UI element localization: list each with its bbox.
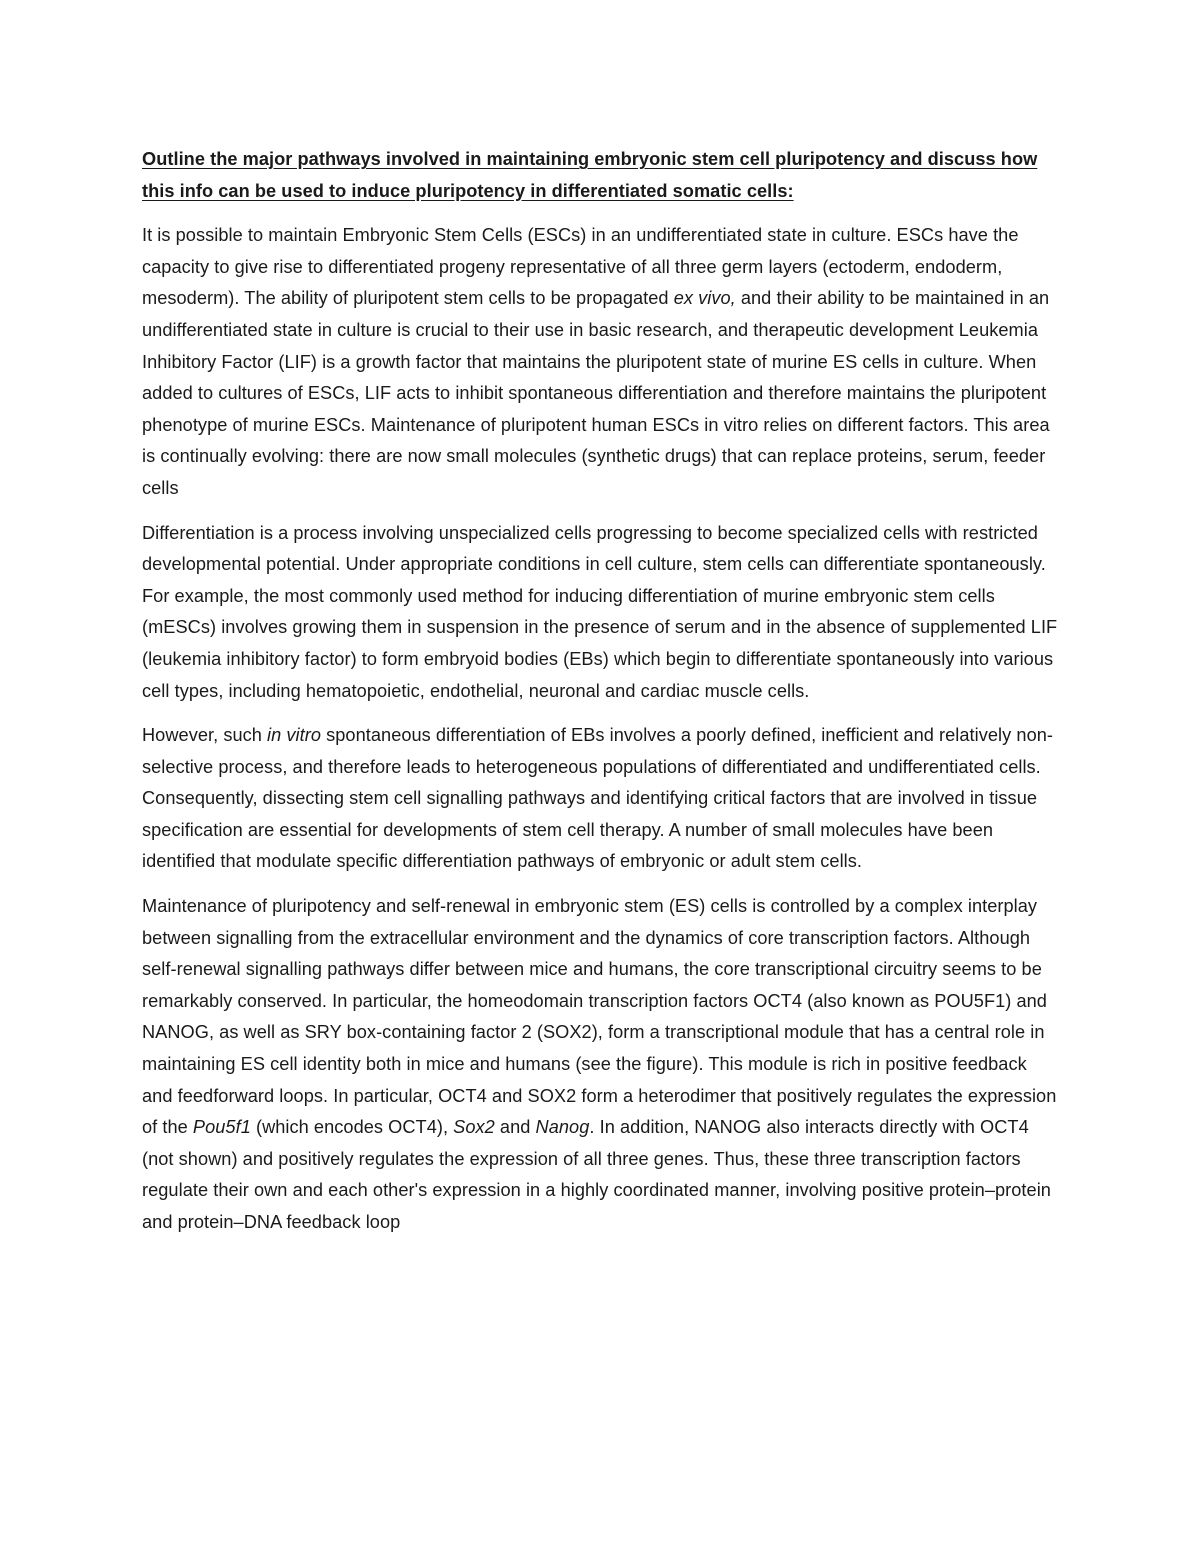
paragraph-text: . In addition, NANOG also interacts directly with OCT4 (not shown) and positively regulates the expression of all three genes. Thus, these three transcription factors regulate their own and each other's expression in a highly coordinated manner, involving positive protein–protein and protein–DNA feedback loop xyxy=(142,1117,1051,1232)
paragraph-text: It is possible to maintain Embryonic Stem Cells (ESCs) in an undifferentiated state in culture. ESCs have the capacity to give rise to differentiated progeny representative of all three germ layers (ectoderm, endoderm, mesoderm). The ability of pluripotent stem cells to be propagated xyxy=(142,225,1019,309)
paragraph-text: and their ability to be maintained in an undifferentiated state in culture is crucial to their use in basic research, and therapeutic development Leukemia Inhibitory Factor (LIF) is a growth factor that maintains the pluripotent state of murine ES cells in culture. When added to cultures of ESCs, LIF acts to inhibit spontaneous differentiation and therefore maintains the pluripotent phenotype of murine ESCs. Maintenance of pluripotent human ESCs in vitro relies on different factors. This area is continually evolving: there are now small molecules (synthetic drugs) that can replace proteins, serum, feeder cells xyxy=(142,288,1050,498)
italic-gene-pou5f1: Pou5f1 xyxy=(192,1117,251,1138)
italic-gene-nanog: Nanog xyxy=(535,1117,590,1138)
paragraph-text: and xyxy=(494,1117,536,1138)
document-body xyxy=(142,144,1062,1239)
paragraph-esc-maintenance xyxy=(142,220,1062,504)
paragraph-text: spontaneous differentiation of EBs involves a poorly defined, inefficient and relatively non-selective process, and therefore leads to heterogeneous populations of differentiated and undifferentiated cells. Consequently, dissecting stem cell signalling pathways and identifying critical factors that are involved in tissue specification are essential for developments of stem cell therapy. A number of small molecules have been identified that modulate specific differentiation pathways of embryonic or adult stem cells. xyxy=(142,725,1054,872)
paragraph-pluripotency-network xyxy=(142,891,1062,1239)
italic-term: in vitro xyxy=(267,725,322,746)
paragraph-differentiation: Differentiation is a process involving unspecialized cells progressing to become specialized cells with restricted developmental potential. Under appropriate conditions in cell culture, stem cells can differentiate spontaneously. For example, the most commonly used method for inducing differentiation of murine embryonic stem cells (mESCs) involves growing them in suspension in the presence of serum and in the absence of supplemented LIF (leukemia inhibitory factor) to form embryoid bodies (EBs) which begin to differentiate spontaneously into various cell types, including hematopoietic, endothelial, neuronal and cardiac muscle cells. xyxy=(142,522,1058,701)
paragraph-text: (which encodes OCT4), xyxy=(250,1117,454,1138)
paragraph-text: Maintenance of pluripotency and self-renewal in embryonic stem (ES) cells is controlled by a complex interplay between signalling from the extracellular environment and the dynamics of core transcription factors. Although self-renewal signalling pathways differ between mice and humans, the core transcriptional circuitry seems to be remarkably conserved. In particular, the homeodomain transcription factors OCT4 (also known as POU5F1) and NANOG, as well as SRY box-containing factor 2 (SOX2), form a transcriptional module that has a central role in maintaining ES cell identity both in mice and humans (see the figure). This module is rich in positive feedback and feedforward loops. In particular, OCT4 and SOX2 form a heterodimer that positively regulates the expression of the xyxy=(142,896,1057,1138)
paragraph-text: However, such xyxy=(142,725,268,746)
italic-term: ex vivo, xyxy=(673,288,736,309)
paragraph-in-vitro-differentiation xyxy=(142,720,1062,878)
italic-gene-sox2: Sox2 xyxy=(453,1117,495,1138)
document-heading: Outline the major pathways involved in maintaining embryonic stem cell pluripotency and discuss how this info can be used to induce pluripotency in differentiated somatic cells: xyxy=(142,149,1038,201)
